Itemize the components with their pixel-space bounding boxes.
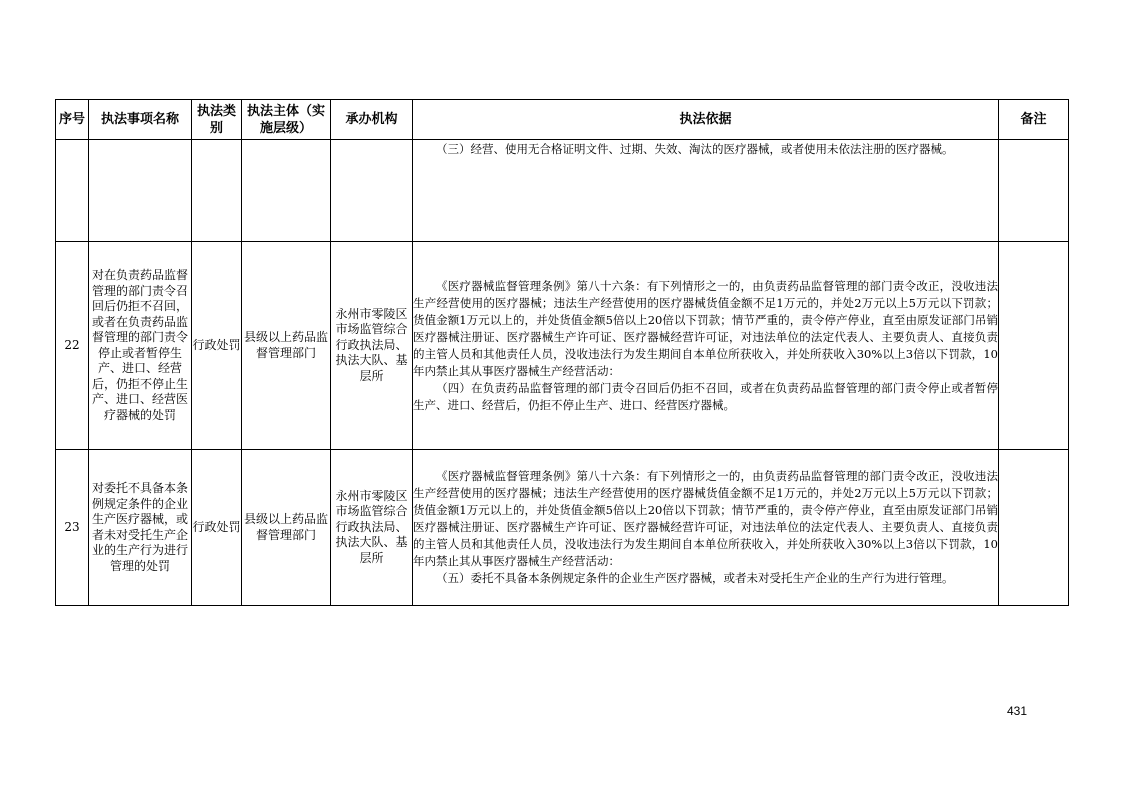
basis-paragraph: （四）在负责药品监督管理的部门责令召回后仍拒不召回，或者在负责药品监督管理的部门责令停止或者暂停生产、进口、经营后，仍拒不停止生产、进口、经营医疗器械。 xyxy=(413,380,998,412)
basis-paragraph: （五）委托不具备本条例规定条件的企业生产医疗器械，或者未对受托生产企业的生产行为进行管理。 xyxy=(436,571,954,585)
row-note xyxy=(999,242,1069,450)
table-row xyxy=(56,242,1069,450)
header-name: 执法事项名称 xyxy=(89,100,192,140)
row-agency xyxy=(331,140,413,242)
enforcement-table xyxy=(55,99,1069,606)
row-name xyxy=(89,140,192,242)
row-basis xyxy=(413,450,999,606)
header-note: 备注 xyxy=(999,100,1069,140)
row-name: 对在负责药品监督管理的部门责令召回后仍拒不召回，或者在负责药品监督管理的部门责令停止或者暂停生产、进口、经营后，仍拒不停止生产、进口、经营医疗器械的处罚 xyxy=(89,242,192,450)
table-row xyxy=(56,450,1069,606)
basis-paragraph: 《医疗器械监督管理条例》第八十六条：有下列情形之一的，由负责药品监督管理的部门责令改正，没收违法生产经营使用的医疗器械；违法生产经营使用的医疗器械货值金额不足1万元的，并处2万元以上5万元以下罚款；货值金额1万元以上的，并处货值金额5倍以上20倍以下罚款；情节严重的，责令停产停业，直至由原发证部门吊销医疗器械注册证、医疗器械生产许可证、医疗器械经营许可证，对违法单位的法定代表人、主要负责人、直接负责的主管人员和其他责任人员，没收违法行为发生期间自本单位所获收入，并处所获收入30%以上3倍以下罚款，10年内禁止其从事医疗器械生产经营活动： xyxy=(413,469,998,568)
row-category: 行政处罚 xyxy=(192,450,242,606)
row-subject xyxy=(242,140,331,242)
row-agency: 永州市零陵区市场监管综合行政执法局、执法大队、基层所 xyxy=(331,450,413,606)
row-index xyxy=(56,140,89,242)
header-basis: 执法依据 xyxy=(413,100,999,140)
row-subject: 县级以上药品监督管理部门 xyxy=(242,450,331,606)
row-agency: 永州市零陵区市场监管综合行政执法局、执法大队、基层所 xyxy=(331,242,413,450)
basis-paragraph: （三）经营、使用无合格证明文件、过期、失效、淘汰的医疗器械，或者使用未依法注册的医疗器械。 xyxy=(436,142,954,156)
row-note xyxy=(999,140,1069,242)
header-subject: 执法主体（实施层级） xyxy=(242,100,331,140)
row-basis xyxy=(413,242,999,450)
row-index: 23 xyxy=(56,450,89,606)
row-category xyxy=(192,140,242,242)
row-index: 22 xyxy=(56,242,89,450)
row-name: 对委托不具备本条例规定条件的企业生产医疗器械，或者未对受托生产企业的生产行为进行管理的处罚 xyxy=(89,450,192,606)
header-category: 执法类别 xyxy=(192,100,242,140)
row-subject: 县级以上药品监督管理部门 xyxy=(242,242,331,450)
page-number: 431 xyxy=(1007,704,1028,718)
header-index: 序号 xyxy=(56,100,89,140)
basis-paragraph: 《医疗器械监督管理条例》第八十六条：有下列情形之一的，由负责药品监督管理的部门责令改正，没收违法生产经营使用的医疗器械；违法生产经营使用的医疗器械货值金额不足1万元的，并处2万元以上5万元以下罚款；货值金额1万元以上的，并处货值金额5倍以上20倍以下罚款；情节严重的，责令停产停业，直至由原发证部门吊销医疗器械注册证、医疗器械生产许可证、医疗器械经营许可证，对违法单位的法定代表人、主要负责人、直接负责的主管人员和其他责任人员，没收违法行为发生期间自本单位所获收入，并处所获收入30%以上3倍以下罚款，10年内禁止其从事医疗器械生产经营活动： xyxy=(413,278,998,378)
row-basis xyxy=(413,140,999,242)
row-category: 行政处罚 xyxy=(192,242,242,450)
header-agency: 承办机构 xyxy=(331,100,413,140)
header-row xyxy=(56,100,1069,140)
row-note xyxy=(999,450,1069,606)
table-row xyxy=(56,140,1069,242)
